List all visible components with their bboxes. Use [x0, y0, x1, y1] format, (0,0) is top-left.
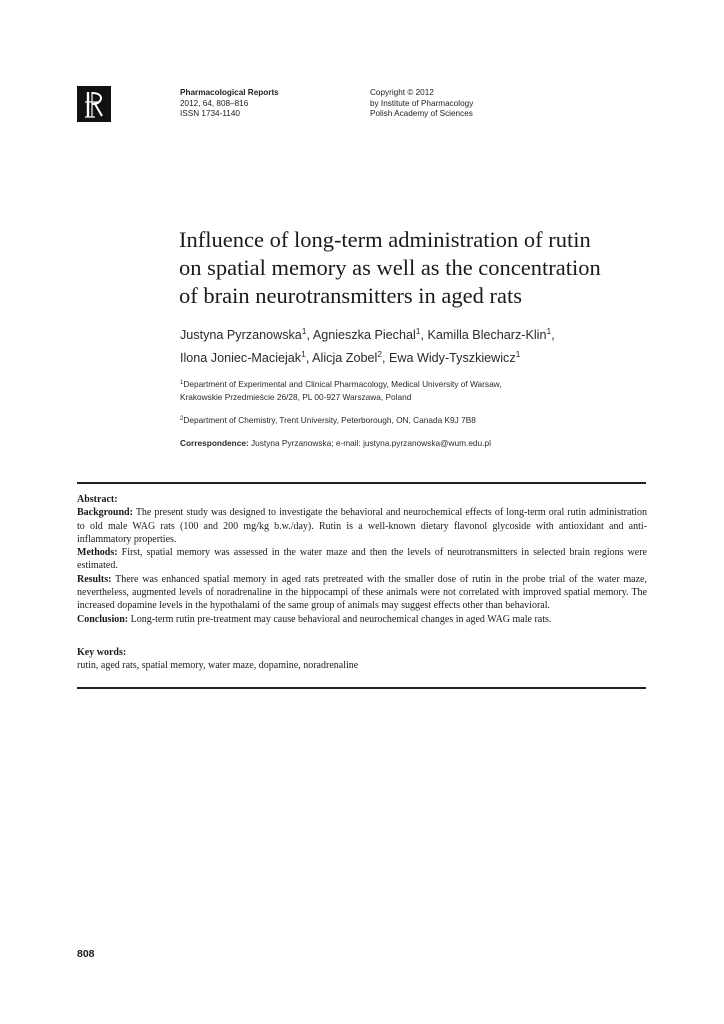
author-affiliation-number: 1: [301, 349, 306, 359]
author-name: Justyna Pyrzanowska: [180, 328, 302, 342]
author-list: [180, 322, 660, 368]
author-name: Alicja Zobel: [312, 351, 378, 365]
keywords: [77, 646, 647, 673]
correspondence-label: Correspondence:: [180, 438, 249, 448]
journal-issn: ISSN 1734-1140: [180, 109, 240, 118]
affiliation-address: Krakowskie Przedmieście 26/28, PL 00-927 Warszawa, Poland: [180, 391, 412, 402]
affiliation-1: [180, 377, 502, 403]
page-number: 808: [77, 948, 95, 960]
title-line: Influence of long-term administration of rutin: [179, 227, 591, 252]
title-line: on spatial memory as well as the concentration: [179, 255, 601, 280]
journal-name: Pharmacological Reports: [180, 88, 279, 97]
abstract-conclusion: [77, 613, 647, 626]
author-separator: ,: [420, 328, 428, 342]
keywords-text: rutin, aged rats, spatial memory, water maze, dopamine, noradrenaline: [77, 660, 359, 672]
keywords-heading: Key words:: [77, 647, 127, 658]
abstract: [77, 493, 647, 626]
results-label: Results:: [77, 573, 112, 585]
background-text: The present study was designed to investigate the behavioral and neurochemical effects of long-term oral rutin administration to old male WAG rats (100 and 200 mg/kg b.w./day). Rutin is a well-known dietary flavonol glycoside with antioxidant and anti-inflammatory properties.: [77, 507, 647, 545]
author-line: [180, 345, 660, 368]
author-name: Kamilla Blecharz-Klin: [427, 328, 547, 342]
author-name: Ewa Widy-Tyszkiewicz: [389, 351, 516, 365]
journal-issue: 2012, 64, 808–816: [180, 98, 249, 108]
author-separator: ,: [305, 351, 313, 365]
conclusion-label: Conclusion:: [77, 613, 129, 625]
author-name: Agnieszka Piechal: [312, 328, 416, 342]
affiliation-text: Department of Chemistry, Trent University, Peterborough, ON, Canada K9J 7B8: [183, 415, 476, 425]
journal-header: [180, 88, 279, 120]
copyright-institute: by Institute of Pharmacology: [370, 98, 474, 108]
title-line: of brain neurotransmitters in aged rats: [179, 283, 523, 308]
abstract-results: [77, 573, 647, 613]
author-name: Ilona Joniec-Maciejak: [180, 351, 302, 365]
author-affiliation-number: 2: [377, 349, 382, 359]
author-affiliation-number: 1: [301, 326, 307, 336]
journal-logo-mark: [79, 88, 109, 120]
journal-logo: [77, 86, 111, 122]
background-label: Background:: [77, 507, 133, 519]
copyright-line: Copyright © 2012: [370, 88, 434, 97]
methods-text: First, spatial memory was assessed in the water maze and then the levels of neurotransmitters in selected brain regions were estimated.: [77, 547, 647, 572]
affiliation-text: Department of Experimental and Clinical Pharmacology, Medical University of Warsaw,: [183, 379, 502, 389]
conclusion-text: Long-term rutin pre-treatment may cause behavioral and neurochemical changes in aged WAG male rats.: [130, 613, 552, 625]
divider-top: [77, 482, 646, 484]
author-separator: ,: [551, 328, 555, 342]
methods-label: Methods:: [77, 547, 118, 559]
author-affiliation-number: 1: [515, 349, 521, 359]
correspondence-text: Justyna Pyrzanowska; e-mail: justyna.pyrzanowska@wum.edu.pl: [251, 438, 491, 448]
copyright-academy: Polish Academy of Sciences: [370, 109, 473, 118]
affiliation-number: 2: [180, 416, 184, 422]
author-line: [180, 322, 660, 345]
correspondence: [180, 437, 491, 450]
author-separator: ,: [306, 328, 313, 342]
affiliation-number: 1: [180, 380, 184, 386]
author-separator: ,: [382, 351, 389, 365]
author-affiliation-number: 1: [415, 326, 421, 336]
affiliation-2: [180, 413, 476, 427]
article-title: [179, 226, 649, 310]
abstract-heading: Abstract:: [77, 494, 118, 505]
copyright-block: [370, 88, 473, 120]
divider-bottom: [77, 687, 646, 689]
abstract-background: [77, 506, 647, 546]
abstract-methods: [77, 546, 647, 573]
author-affiliation-number: 1: [546, 326, 552, 336]
results-text: There was enhanced spatial memory in aged rats pretreated with the smaller dose of rutin in the probe trial of the water maze, nevertheless, augmented levels of noradrenaline in the hippocampi of these animals were not correlated with improved spatial memory. The increased dopamine levels in the hypothalami of the same group of animals may suggest effects other than behavioral.: [77, 573, 647, 612]
